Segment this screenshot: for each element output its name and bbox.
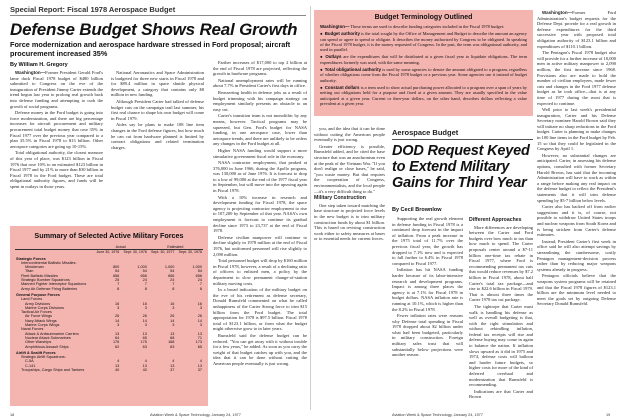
body-paragraph: NASA contractor employment, that peaked at 376,000 in June 1966, during the Apollo program, was 130,000 as of June 1976. It is forecast to drop to a low of 99,000 at the end of the 1977 fiscal year in September, but will move into the upswing again in Fiscal 1978. (213, 160, 307, 194)
table-cell: 26 (115, 314, 120, 319)
table-cell: 7 (172, 282, 175, 287)
table-cell: 4 (199, 359, 202, 364)
row-label: Airlift & Sealift Forces (16, 350, 56, 355)
dateline: Washington— (542, 10, 573, 15)
body-paragraph: Indications are that Carter and Brown (469, 388, 533, 400)
col-group-actual: Actual (93, 245, 147, 250)
body-paragraph: Inflation has hit NASA funding harder because of its labor-intensive research and development programs. Impact is among three places the agency is at 7.1% for Fiscal 1978 in budget dollars. NASA inflation rate is running at 10.1%, which is higher than the 8.2% in Fiscal 1978. (392, 267, 463, 312)
row-label: Army Divisions (25, 301, 51, 306)
bullet-icon: ● (320, 84, 323, 90)
body-paragraph: Supporting the real growth element in defense funding in Fiscal 1978 is a continued drop forecast in the impact of inflation. From a peak increase in the 1975 total of 11.7% over the previous fiscal year, the growth has dropped to 7.1% now and is expected to fall further to 6.4% in Fiscal 1978 compared to Fiscal 1977. (392, 216, 463, 266)
table-cell: 3 (117, 305, 120, 310)
table-cell: 175 (140, 340, 147, 345)
table-cell: 65 (197, 344, 202, 349)
terminology-paragraph (320, 24, 527, 29)
table-cell: 37 (197, 368, 202, 373)
table-cell: 3 (172, 305, 175, 310)
column-header: Sept. 30, 1977 (151, 250, 175, 255)
table-cell: 3 (144, 323, 147, 328)
table-cell: 3 (199, 323, 202, 328)
body-paragraph: Carter also has backed off from earlier suggestions and it is, of course, not possible to withdraw United States troops and nuclear weapons from South Korea and is being stricken from Carter's defense estimates. (537, 204, 616, 238)
body-paragraph: Farther increases of $17,000 to top 2 billion at the end of Fiscal 1978 are projected, reflecting the growth in hardware programs. (213, 60, 307, 77)
bullet-icon: ● (320, 54, 324, 60)
body-paragraph: you, and the idea that it can be done without cutting the American people eventually is just wrong. (314, 126, 385, 143)
table-cell: 54 (170, 269, 175, 274)
body-paragraph: Well prior to last week's presidential inauguration, Carter and his Defense Secretary nominee Harold Brown said they will initiate no sharp reductions in the Ford budget. Carter is planning to make changes in 100 line items in the Ford budget by Feb. 15 so that they could be legislated in the Congress by April 1. (537, 107, 616, 152)
table-cell: 24 (170, 278, 175, 283)
column-header: Sept. 30, 1976 (123, 250, 147, 255)
term-text: are the expenditures that will be distributed at a given fiscal year to liquidate obligations. The term expenditures formerly was used, with the same meaning. (320, 54, 527, 65)
body-column-3 (213, 60, 307, 406)
table-cell: 25 (115, 278, 120, 283)
row-label: Army Air Defense Firing Batteries (21, 286, 78, 291)
table-cell: 8 (117, 286, 120, 291)
table-cell: 71 (197, 335, 202, 340)
table-cell: 3 (172, 323, 175, 328)
table-cell: 64 (115, 335, 120, 340)
subhead-military-construction: Military Construction (314, 195, 366, 202)
row-label: Naval Forces (21, 327, 44, 332)
table-cell: 176 (112, 340, 120, 345)
article-deck: Force modernization and aerospace hardware stressed in Ford proposal; aircraft procurement increased 35% (10, 40, 291, 58)
table-cell: 13 (142, 331, 147, 336)
term-label: Budget authority (324, 31, 360, 37)
table-cell: 54 (197, 269, 202, 274)
body-paragraph: Carter's transition team is not monolithic by any means, however. Tactical programs may be squeezed, but Gen. Ford's budget for NASA funding, in one aerospace case, lower than aerospace trends, and there are unlikely to be orders any changes in the Ford budget at all. (213, 113, 307, 147)
table-cell: 13 (197, 363, 202, 368)
row-label: Land Forces (21, 297, 43, 302)
table-cell: 7 (117, 282, 120, 287)
table-cell: 13 (170, 331, 175, 336)
body-paragraph: However, no substantial changes are anticipated. Carter, in assessing his defense options, consulted with former Secretary Harold Brown, has said that the incoming Administration will have to work as within a range before making any real impact on the defense budget to reflect the President's statements that it will trim defense spending by $5-7 billion below levels. (537, 152, 616, 203)
section-rule (392, 139, 533, 140)
term-label: Outlays (325, 54, 342, 60)
table-cell: 8 (199, 286, 202, 291)
table-cell: 16 (197, 301, 202, 306)
table-cell: 14 (142, 318, 147, 323)
row-label: Other Warships (25, 340, 52, 345)
table-cell: 13 (115, 331, 120, 336)
row-label: General Purpose Forces (16, 292, 60, 297)
table-cell: 656 (168, 273, 175, 278)
table-cell: 13 (197, 331, 202, 336)
row-label: C-141 (25, 363, 36, 368)
table-cell: 13 (170, 363, 175, 368)
table-cell: 16 (170, 301, 175, 306)
table-cell: 24 (142, 278, 147, 283)
table-cell: 13 (115, 363, 120, 368)
row-label: Marine Corps Divisions (25, 305, 65, 310)
table-cell: 26 (142, 314, 147, 319)
table-cell: 37 (170, 368, 175, 373)
table-cell: 8 (172, 286, 175, 291)
term-text: is a term used to show actual purchasing power allocated to a program over a span of years by netting out obligations held for a purpose and fixed at a given amount. They are usually specified in the value anticipated at a given year. Current or then-year dollars, on the other hand, describes dollars reflecting a value prevalent at a given year. (320, 84, 528, 106)
table-cell: 16 (115, 301, 120, 306)
forces-table-body (15, 255, 203, 373)
body-column-2 (111, 70, 204, 221)
kicker-rule (10, 15, 306, 16)
dateline: Washington— (15, 70, 46, 75)
table-cell: 63 (142, 344, 147, 349)
publication-footer-right: Aviation Week & Space Technology, January 24, 1977 (392, 413, 483, 417)
row-label: C-5A (25, 359, 34, 364)
body-paragraph: Former Ford Administration's budget requests for the Defense Dept. provide for a real growth in defense expenditures for the third successive year with proposed total obligation authority of $123.1 billion and expenditures of $110.1 billion. (537, 10, 616, 49)
table-cell: 656 (112, 273, 120, 278)
table-cell: 14 (115, 318, 120, 323)
terminology-paragraph (320, 85, 527, 106)
body-paragraph: Rumsfeld said the defense budget can be reduced. "You can get away with it without trouble for a few years," he added. As soon as you carry the weight of that budget catches up with you, and the idea that it can be done without cutting the American people eventually is just wrong. (213, 332, 307, 366)
body-paragraph: Former President Gerald Ford's lame duck Fiscal 1978 budget of $480 billion submitted to Congress on the eve of the inauguration of President Jimmy Carter extends the trend begun last year to prolong real growth back into defense funding and attempting to curb the growth of social programs. (10, 70, 103, 109)
table-cell: 800 (112, 265, 120, 270)
table-cell: 14 (197, 318, 202, 323)
col-group-estimated: Estimated (148, 245, 203, 250)
table-cell: 40 (115, 368, 120, 373)
body-paragraph: Greater efficiency is possible, Rumsfeld added, and he cited the base structure that was an anachronism even at the peak of the Vietnam War. "If you don't realign or close bases," he said, "you waste money. But that requires the cooperation of Congress, environmentalists, and the local people—it's a very difficult thing to do." (314, 143, 385, 194)
table-cell: 173 (195, 340, 202, 345)
budget-terminology-box (314, 10, 533, 116)
row-label: Strategic Bomber Squadrons (21, 278, 70, 283)
table-cell: 3 (144, 305, 147, 310)
table-cell: 3 (117, 323, 120, 328)
row-label: Strategic Airlift Squadrons: (21, 355, 66, 360)
term-label: Washington— (320, 24, 350, 29)
body-paragraph: Reasserting health in defense jobs as a result of budget trimming with his campaign strategy on employment similarly presents an obstacle to an easy cut. (213, 89, 307, 112)
publication-footer-left: Aviation Week & Space Technology, January 24, 1977 (150, 413, 241, 417)
table-cell: 40 (142, 368, 147, 373)
table-cell: 1,000 (164, 265, 175, 270)
bullet-icon: ● (320, 67, 323, 73)
bullet-icon: ● (320, 31, 323, 37)
forces-table (15, 245, 203, 372)
table-cell: 54 (115, 269, 120, 274)
body-paragraph: Aides say he plans to make 108 line item changes in the Ford defense figures, but how much he can cut from hardware planned is limited by contract obligations and related termination charges. (111, 122, 204, 150)
table-cell: 656 (195, 273, 202, 278)
summary-table-title: Summary of Selected Active Military Forces (34, 231, 184, 240)
gutter-divider (310, 6, 311, 410)
table-cell: 62 (115, 344, 120, 349)
body-paragraph: Total obligational authority, the closest measure of this year of place, was $123 billion in Fiscal 1976 that rose 10% to an estimated $123 billion in Fiscal 1977 and by 21% to more than $30 billion in Fiscal 1978 in the Ford budget. These are total obligational authority figures, and funds will be spent in outlays in those years. (10, 150, 103, 189)
article-headline: Defense Budget Shows Real Growth (10, 20, 298, 39)
body-paragraph: The Pentagon's Fiscal 1978 budget also will provide for a further increase of 10,000 men in active military manpower to 2,090 million, the first increase since 1968. Provisions also are made to hold the number of civilian employees, made fewer cuts and changes in the Ford 1977 defense budget as he took office—that is at any time of 1977 during the most that is expected to continue. (537, 50, 616, 106)
table-cell: 54 (142, 269, 147, 274)
table-cell: 4 (144, 359, 147, 364)
row-label: Fleet Ballistic Missiles (21, 273, 58, 278)
body-column-r1 (537, 10, 616, 406)
term-label: Total obligational authority (324, 67, 382, 73)
row-label: Attack & Antisubmarine Carriers (25, 331, 79, 336)
body-paragraph: Defense civilian manpower will continue to decline slightly in 1978 million at the end of Fiscal 1976, but uniformed personnel will rise slightly to 2,090 million. (213, 234, 307, 257)
body-paragraph: More differences are developing between the Carter and Ford budgets over how much to tax than how much to spend. The Carter proposals center around a $7-11 billion one-time tax rebate in Fiscal 1977, where Ford is recommending permanent tax cuts that would reduce revenues by $7.2 billion in Fiscal 1978, about half Carter's total tax package—and rise to $22.6 billion in Fiscal 1979. That is almost three times the Carter 1978 tax cut package. (469, 224, 533, 303)
page-number-left: 18 (10, 413, 15, 417)
table-cell: 26 (197, 314, 202, 319)
terminology-paragraph (320, 54, 527, 65)
table-cell: 1,000 (192, 265, 202, 270)
table-cell: 3 (199, 305, 202, 310)
row-label: Air Force Wings (25, 314, 53, 319)
terminology-paragraph (320, 31, 527, 52)
body-paragraph: National Aeronautics and Space Administration is budgeted for three new starts in Fiscal 1978 and for $89.4 million in space shuttle physical development, a category that contains only $8 million in new funding. (111, 70, 204, 98)
dod-article-byline: By Cecil Brownlow (392, 207, 442, 213)
term-text: is the total sought by the Office of Management and Budget to describe the amount an agency can spend or agree to spend or obligate. It describes the money authorized by Congress to be obligated. In speaking of the Fiscal 1978 budget, it is the money requested of Congress. In the past, the term was obligational authority, and used in parallel. (320, 31, 527, 53)
row-label: Manned Fighter Interceptor Squadrons (21, 282, 87, 287)
special-report-kicker: Special Report: Fiscal 1978 Aerospace Budget (10, 5, 176, 14)
row-label: Tactical Air Forces (21, 310, 52, 315)
body-paragraph: Higher NASA funding would support a more stimulative government fiscal role in the economy. (213, 147, 307, 159)
table-cell: 13 (142, 363, 147, 368)
term-text: is used by some agencies to denote the amount obligated to a program, regardless of whether obligations come from the Fiscal 1978 budget or a previous year. Some agencies use it instead of budget authority. (320, 67, 527, 83)
table-cell: 168 (168, 340, 175, 345)
table-cell: 7 (144, 282, 147, 287)
table-cell: 1,000 (137, 265, 147, 270)
table-cell: 26 (170, 314, 175, 319)
subhead-different-approaches: Different Approaches (469, 217, 522, 223)
body-paragraph: With a 10% increase in research and development funding for Fiscal 1978, the space agency is projecting contractor employment to rise to 107,200 by September of that year. NASA's own employment is forecast to continue its gradual decline since 1973 to 23,737 at the end of Fiscal 1978. (213, 194, 307, 234)
body-column-r4 (469, 216, 533, 406)
body-paragraph: Total personnel budget will drop by $160 million in Fiscal 1978, however, a result of a declining ratio of officers to enlisted men, a policy by the department to slow permanent change-of-station military moving costs. (213, 258, 307, 286)
row-label: Intercontinental Ballistic Missiles: (21, 260, 77, 265)
body-paragraph: Instead, President Carter's first week in office said he will also attempt savings by streamlining the cumbersome, costly Pentagon management-decision process rather than by reducing major weapons systems already in progress. (537, 238, 616, 272)
table-cell: 68 (170, 335, 175, 340)
dod-article-headline: DOD Request Keyed to Extend Military Gains for Third Year (392, 143, 530, 191)
column-header: Sept. 30, 1978 (178, 250, 202, 255)
term-label: Constant dollars (324, 84, 360, 90)
terminology-title: Budget Terminology Outlined (374, 14, 473, 21)
article-byline: By William H. Gregory (10, 62, 68, 68)
table-cell: 8 (144, 286, 147, 291)
term-text: These terms are used to describe funding categories included in the Fiscal 1978 budget: (350, 24, 505, 29)
table-cell: 16 (142, 301, 147, 306)
body-paragraph: Pentagon officials believe that the weapons system programs will be retained and that the Fiscal 1978 figures of $123.1 billion are the minimum level needed to meet the goals set by outgoing Defense Secretary Donald Rumsfeld. (537, 273, 616, 307)
summary-forces-table-box (10, 226, 208, 406)
body-paragraph: The tightrope that Carter must walk is handling his defense as well as overall budgeting is that, with the right stimulation and without rekindling inflation, federal tax receipts will rise and defense buying may come in again to balance the nation. If inflation slows upward as it did in 1975 and 1974, defense costs will balloon and harder future budgets, so higher costs for more of the kind of deferred overhaul and modernization that Rumsfeld is recommending. (469, 303, 533, 388)
row-label: Nuclear Attack Submarines (25, 335, 71, 340)
table-cell: 4 (117, 359, 120, 364)
body-column-r3 (392, 216, 463, 406)
table-cell: 4 (172, 359, 175, 364)
table-cell: 63 (170, 344, 175, 349)
table-cell: 65 (142, 335, 147, 340)
body-paragraph: Defense money in the Ford budget is going into force modernization, and there are big percentage increases for aircraft procurement and military procurement total budget money that rose 35% in Fiscal 1977 over the previous year compared to a plan 35.5% in Fiscal 1978 to $13 billion. Other aerospace categories are going up 10-15%. (10, 110, 103, 149)
table-row (15, 368, 203, 372)
body-paragraph: National unemployment rates will be running about 7.7% in President Carter's first days in office. (213, 77, 307, 89)
table-cell: 14 (170, 318, 175, 323)
body-paragraph: In a broad indication of the military budget on the eve of his retirement as defense secretary, Donald Rumsfeld commented on what he called unhappiness of the Carter Strong force to trim $15 billion from the Ford budget. The total appropriation for 1978 is $97.5 billion. Fiscal 1978 total of $123.1 billion, or from what the budget might otherwise grow to in later years. (213, 287, 307, 332)
table-cell: 656 (140, 273, 147, 278)
row-label: Marine Corps Wings (25, 323, 60, 328)
terminology-paragraph (320, 67, 527, 83)
row-label: Minuteman (25, 265, 44, 270)
table-cell: 24 (197, 278, 202, 283)
table-cell: 7 (199, 282, 202, 287)
column-header: June 30, 1976 (96, 250, 120, 255)
page-number-right: 19 (606, 413, 611, 417)
row-label: Strategic Forces (16, 256, 46, 261)
body-paragraph: Fewer inflation rates were reasons why Defense total spending in Fiscal 1978 dropped about $2 billion under what had been budgeted, particularly in military construction. Foreign military sales trust that will substantially below projections were another reason. (392, 313, 463, 358)
body-paragraph: One step taken toward matching the base structure to projected force levels in the new budget is to trim military construction funds by about $1 billion. This is based on revising construction work either to safety measures at bases or to essential needs for current forces. (314, 202, 385, 242)
row-label: Navy Attack Wings (25, 318, 57, 323)
aerospace-budget-tag: Aerospace Budget (392, 128, 459, 137)
body-paragraph: Although President Carter had talked of defense budget cuts on the campaign trail last summer, his first real chance to shape his own budget will come in Fiscal 1979. (111, 98, 204, 121)
row-label: Troopships, Cargo Ships and Tankers (21, 368, 85, 373)
row-label: Amphibious Assault Ships (25, 344, 69, 349)
body-column-r2 (314, 126, 385, 406)
body-column-1 (10, 70, 103, 221)
row-label: Titan (25, 269, 34, 274)
